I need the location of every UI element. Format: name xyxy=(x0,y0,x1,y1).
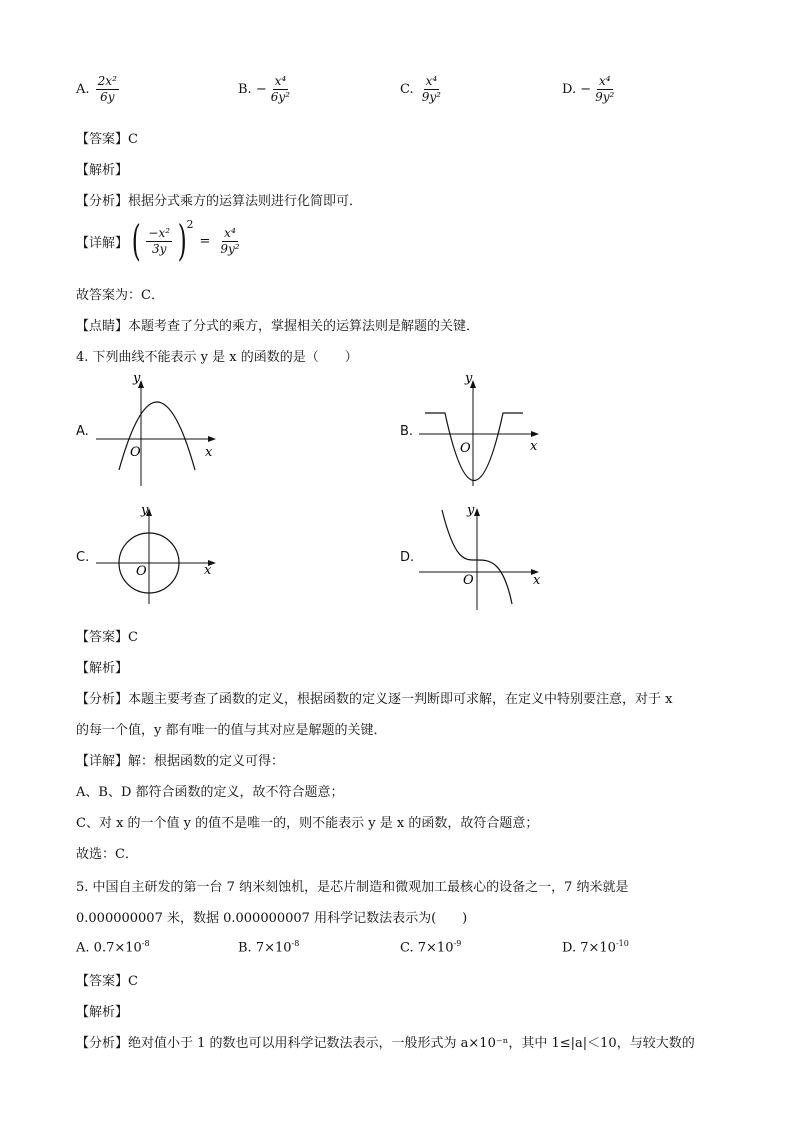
detail-fraction xyxy=(146,226,172,257)
q4-detail: 【详解】解：根据函数的定义可得： xyxy=(76,754,285,769)
y-axis-label: y xyxy=(467,503,475,518)
option-letter: B. xyxy=(238,940,252,956)
q3-option-c xyxy=(400,74,445,105)
fraction-numerator: x⁴ xyxy=(598,74,611,88)
option-exponent: -8 xyxy=(141,939,150,948)
fraction-denominator: 9y² xyxy=(421,90,441,104)
q5-fenxi: 【分析】绝对值小于 1 的数也可以用科学记数法表示，一般形式为 a×10⁻ⁿ，其中 1≤|a|＜10，与较大数的 xyxy=(76,1036,695,1051)
graph-d-label: D. xyxy=(400,550,415,565)
option-exponent: -9 xyxy=(453,939,462,948)
q5-option-d xyxy=(562,939,629,955)
x-axis-arrow xyxy=(531,431,539,437)
graph-a xyxy=(92,372,222,490)
option-sign: − xyxy=(255,82,267,97)
option-letter: D. xyxy=(562,940,577,956)
x-axis-label: x xyxy=(530,439,538,454)
graph-c xyxy=(92,500,222,606)
q5-option-a xyxy=(76,939,150,955)
fraction-denominator: 9y² xyxy=(595,90,615,104)
detail-prefix: 【详解】 xyxy=(76,235,129,251)
x-axis-label: x xyxy=(533,573,541,588)
option-fraction xyxy=(593,74,616,105)
q5-answer: 【答案】C xyxy=(76,974,138,989)
fraction-denominator: 6y xyxy=(100,90,115,104)
option-exponent: -10 xyxy=(615,939,629,948)
y-axis-arrow xyxy=(474,508,480,516)
q4-line-abd: A、B、D 都符合函数的定义，故不符合题意； xyxy=(76,785,344,800)
q5-option-c xyxy=(400,939,461,955)
fraction-denominator: 9y² xyxy=(220,241,240,256)
q5-stem-line1: 5. 中国自主研发的第一台 7 纳米刻蚀机，是芯片制造和微观加工最核心的设备之一，7 纳米就是 xyxy=(76,880,629,895)
y-axis-label: y xyxy=(133,372,141,386)
graph-a-label: A. xyxy=(76,424,89,439)
q4-stem: 4. 下列曲线不能表示 y 是 x 的函数的是（ ） xyxy=(76,350,358,365)
option-fraction xyxy=(420,74,443,105)
option-letter: D. xyxy=(562,82,577,97)
fraction-numerator: −x² xyxy=(148,225,171,240)
graph-b xyxy=(415,372,545,490)
origin-label: O xyxy=(136,564,147,579)
q3-option-b xyxy=(238,74,294,105)
option-base: 7×10 xyxy=(580,940,616,956)
option-letter: C. xyxy=(400,82,414,97)
graph-d xyxy=(415,500,545,610)
fraction-numerator: 2x² xyxy=(97,74,117,88)
option-letter: C. xyxy=(400,940,414,956)
graph-c-label: C. xyxy=(76,550,90,565)
right-paren: ) xyxy=(177,216,187,265)
left-paren: ( xyxy=(131,216,141,265)
fraction-denominator: 3y xyxy=(152,241,167,256)
y-axis-label: y xyxy=(141,503,149,518)
option-exponent: -8 xyxy=(291,939,300,948)
q5-stem-line2: 0.000000007 米，数据 0.000000007 用科学记数法表示为( ) xyxy=(76,911,468,926)
fraction-numerator: x⁴ xyxy=(425,74,438,88)
y-axis-label: y xyxy=(465,372,473,386)
q5-option-b xyxy=(238,939,299,955)
x-axis-arrow xyxy=(208,436,216,442)
option-letter: A. xyxy=(76,940,90,956)
q3-conclusion: 故答案为：C． xyxy=(76,288,164,303)
q3-fenxi: 【分析】根据分式乘方的运算法则进行化简即可． xyxy=(76,194,363,209)
fraction-numerator: x⁴ xyxy=(274,74,287,88)
equals-sign: = xyxy=(199,233,211,249)
option-base: 7×10 xyxy=(417,940,454,956)
origin-label: O xyxy=(460,441,471,456)
option-fraction xyxy=(96,74,119,105)
q3-option-a xyxy=(76,74,121,105)
q3-option-d xyxy=(562,74,618,105)
q3-comment: 【点睛】本题考查了分式的乘方，掌握相关的运算法则是解题的关键． xyxy=(76,319,480,334)
exponent: 2 xyxy=(186,218,194,231)
q3-analysis-heading: 【解析】 xyxy=(76,163,129,178)
origin-label: O xyxy=(463,573,474,588)
q3-answer: 【答案】C xyxy=(76,132,138,147)
option-base: 0.7×10 xyxy=(93,940,142,956)
graph-b-label: B. xyxy=(400,424,414,439)
truncated-parabola-curve xyxy=(425,413,523,481)
x-axis-label: x xyxy=(204,563,212,578)
fraction-numerator: x⁴ xyxy=(224,225,236,240)
q3-detail-formula xyxy=(76,218,244,264)
fraction-denominator: 6y² xyxy=(270,90,290,104)
result-fraction xyxy=(218,226,241,257)
q4-line-c: C、对 x 的一个值 y 的值不是唯一的，则不能表示 y 是 x 的函数，故符合题意； xyxy=(76,816,539,831)
option-fraction xyxy=(269,74,292,105)
x-axis-label: x xyxy=(205,445,213,460)
q4-choose: 故选：C． xyxy=(76,847,138,862)
q4-analysis-heading: 【解析】 xyxy=(76,661,129,676)
q4-fenxi-line1: 【分析】本题主要考查了函数的定义，根据函数的定义逐一判断即可求解，在定义中特别要注意，对于 x xyxy=(76,692,673,707)
q5-analysis-heading: 【解析】 xyxy=(76,1005,129,1020)
option-base: 7×10 xyxy=(255,940,292,956)
option-letter: B. xyxy=(238,82,252,97)
option-sign: − xyxy=(580,82,592,97)
q4-fenxi-line2: 的每一个值，y 都有唯一的值与其对应是解题的关键． xyxy=(76,723,387,738)
q4-answer: 【答案】C xyxy=(76,630,138,645)
option-letter: A. xyxy=(76,82,90,97)
origin-label: O xyxy=(130,445,141,460)
